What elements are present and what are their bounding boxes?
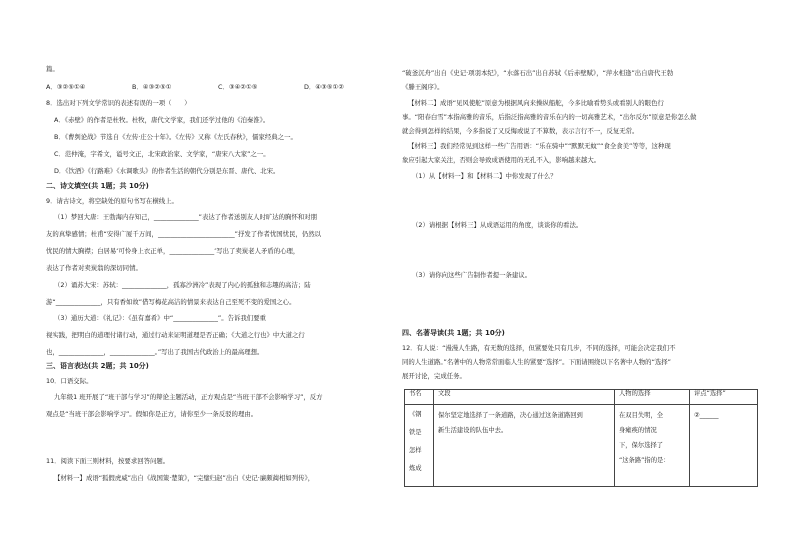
q11-stem: 11．阅读下面三则材料，按要求回答问题。 [46, 457, 170, 465]
q12-line-3: 展开讨论，完成任务。 [402, 372, 466, 380]
q8-stem: 8．选出对下列文学常识的表述有误的一项（ ） [46, 99, 191, 107]
table-cell-choice: 在双目失明，全 身瘫痪的情况 下，保尔选择了 “这条路”指的是： [615, 405, 690, 487]
table-cell-passage: 保尔坚定地选择了一条道路，决心通过这条道路回到 新生活建设的队伍中去。 [434, 405, 615, 487]
q8-option-a: A．《赤壁》的作者是杜牧。杜牧，唐代文学家，我们还学过他的《泊秦淮》。 [54, 116, 270, 124]
q10-stem: 10．口语交际。 [46, 377, 93, 385]
q12-line-1: 12．有人说：“漫漫人生路，有无数的选择，但紧要处只有几步，不同的选择，可能会决定我们不 [402, 344, 676, 352]
q9-line-1: （1）梦回大唐：王勃海内存知己，______________”表达了作者送别友人时旷达的胸怀和对朋 [54, 213, 318, 221]
q7-option-d: D．④③⑤①② [304, 83, 344, 91]
section-3-title: 三、语言表达(共 2题；共 10分) [46, 362, 149, 370]
q8-option-b: B．《曹刿论战》节选自《左传·庄公十年》。《左传》又称《左氏春秋》，儒家经典之一。 [54, 133, 297, 141]
q9-line-4: 表达了作者对卖炭翁的深切同情。 [46, 264, 142, 272]
material-1-end: 《滕王阁序》。 [402, 83, 444, 91]
subquestion-2: （2）请根据【材料三】从成语运用的角度，谈谈你的看法。 [412, 221, 583, 229]
section-4-title: 四、名著导读(共 1题；共 10分) [402, 329, 505, 337]
material-2-line-2: 事。“阳春白雪”本指高雅的音乐，后指泛指高雅的音乐在内的一切高雅艺术，“出尔反尔”原意是你怎么做 [402, 113, 697, 121]
q8-option-c: C．范仲淹，字希文，谥号文正，北宋政治家、文学家，“唐宋八大家”之一。 [54, 150, 270, 158]
q12-line-2: 同的人生道路。”名著中的人物常常面临人生的紧要“选择”。下面请围绕以下名著中人物的“选择” [402, 358, 671, 366]
q10-line-2: 观点是“当班干部会影响学习”。假如你是正方，请你至少一条反驳的理由。 [46, 410, 258, 418]
reading-table [404, 389, 758, 487]
section-2-title: 二、诗文填空(共 1题；共 10分) [46, 182, 149, 190]
material-2-line-3: 就会得到怎样的结果，今多指说了又反悔或说了不算数，表示言行不一，反复无常。 [402, 127, 639, 135]
subquestion-3: （3）请你向这些广告制作者提一条建议。 [412, 271, 532, 279]
table-cell-book: 《钢 铁是 怎样 炼成 [405, 405, 434, 487]
table-cell-comment[interactable]: ②______ [690, 405, 758, 487]
q7-option-b: B．④③②⑤① [132, 83, 172, 91]
subquestion-1: （1）从【材料一】和【材料二】中你发现了什么？ [412, 172, 557, 180]
q9-line-7: （3）通历大道：《礼记》：《虽有嘉肴》中“______________”。告诉我们要重 [54, 314, 266, 322]
q9-line-3: 忧民的情大胸襟；白居易‘可怜身上衣正单，______________’写出了卖炭老人矛盾的心理， [46, 247, 300, 255]
q9-line-9: 也，______________，______________。”写出了我国古代政治上的最高理想。 [46, 348, 264, 356]
table-header-book: 书名 [405, 390, 434, 405]
q9-line-5: （2）诵苏大宋：苏轼：______________，孤寡沙洲冷”表现了内心的孤独和志趣的高洁；陆 [54, 281, 311, 289]
material-2-line-1: 【材料二】成语“见风使舵”原意为根据风向来操纵船舵，今多比喻看势头或看别人的眼色行 [408, 99, 664, 107]
q9-line-2: 友的真挚感情；杜甫“安得广厦千万间，________________________”抒发了作者忧国忧民，仍然以 [46, 230, 322, 238]
table-header-comment: 评点“选择” [690, 390, 758, 405]
q9-line-6: 游“______________，只有香如故”借写梅花高洁的情景来表达自己至死不变的爱国之心。 [46, 298, 296, 306]
q9-line-8: 视实践，把明白的道理付诸行动，通过行动来证明道理是否正确；《大道之行也》中大道之行 [46, 331, 305, 339]
q8-option-d: D．《饮酒》《行路难》《水调歌头》的作者生活的朝代分别是东晋、唐代、北宋。 [54, 167, 280, 175]
q7-continuation: 篇。 [46, 65, 59, 73]
material-3-line-2: 象应引起大家关注，否则会导致成语使用的无孔不入，影响越来越大。 [402, 156, 601, 164]
material-1-continuation: “破釜沉舟”出自《史记·项羽本纪》，“水落石出”出自苏轼《后赤壁赋》，“萍水相逢”出自唐代王勃 [402, 69, 674, 77]
table-header-choice: 人物的选择 [615, 390, 690, 405]
q7-option-c: C．③④②①⑤ [218, 83, 258, 91]
table-header-passage: 文段 [434, 390, 615, 405]
q9-stem: 9．请古诗文，将空缺处的原句书写在横线上。 [46, 197, 178, 205]
q7-option-a: A．③②⑤①④ [46, 83, 86, 91]
q10-line-1: 九年级1 班开展了“班干部与学习”的辩论主题活动，正方观点是“当班干部不会影响学习”，反方 [54, 393, 323, 401]
material-1-start: 【材料一】成语“狐假虎威”出自《战国策·楚策》，“完璧归赵”出自《史记·廉颇蔺相如列传》， [54, 474, 315, 482]
material-3-line-1: 【材料三】我们经常见到这样一些广告用语：“乐在骑中”“默默无蚊”“食全食美”等等，这种现 [408, 142, 671, 150]
